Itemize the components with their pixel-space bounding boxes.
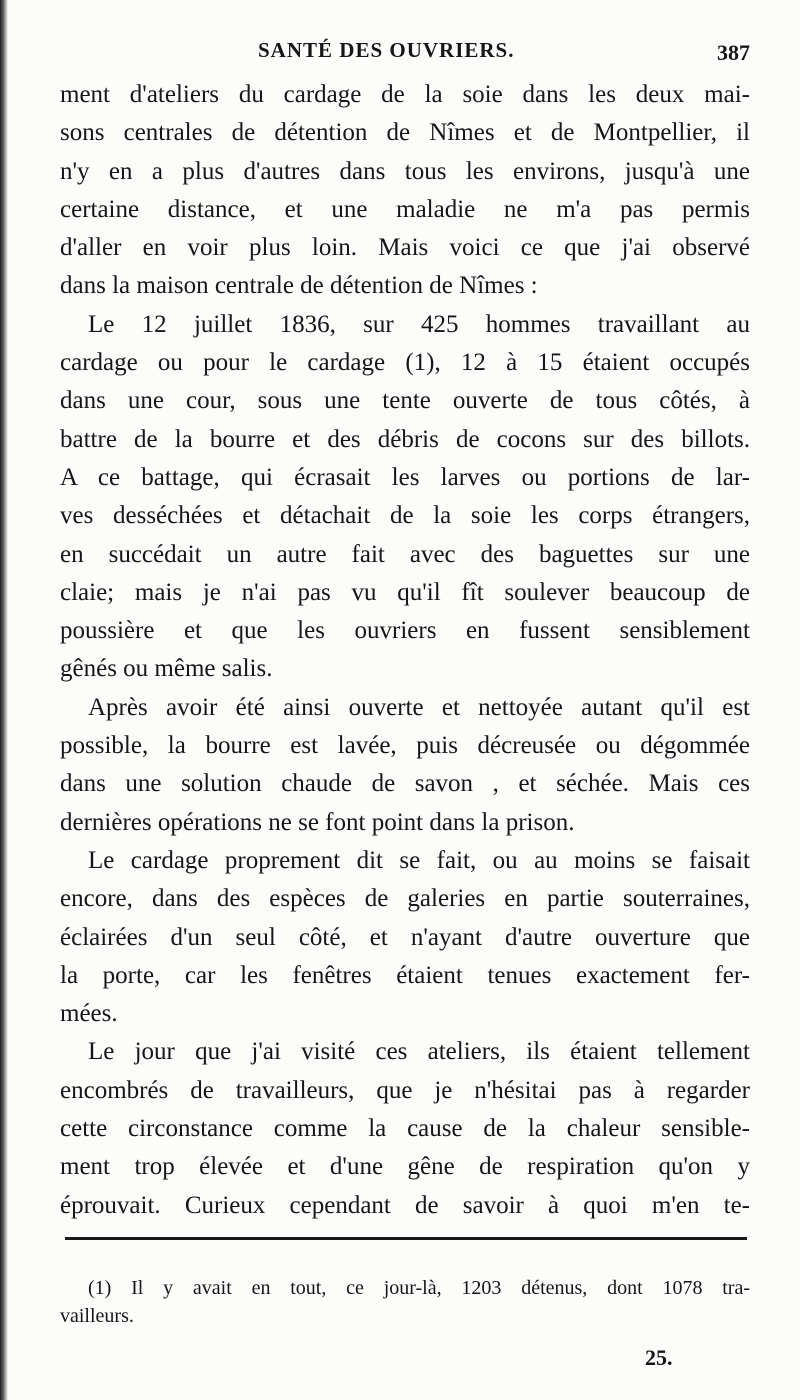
- text-line: A ce battage, qui écrasait les larves ou portions de lar-: [60, 463, 750, 491]
- text-line: poussière et que les ouvriers en fussent sensiblement: [60, 617, 750, 645]
- text-line: dernières opérations ne se font point dans la prison.: [60, 808, 575, 836]
- page-binding-edge: [0, 0, 8, 1400]
- text-line: Après avoir été ainsi ouverte et nettoyée autant qu'il est: [88, 693, 750, 721]
- text-line: encore, dans des espèces de galeries en partie souterraines,: [60, 885, 750, 913]
- text-line: ment trop élevée et d'une gêne de respiration qu'on y: [60, 1153, 750, 1181]
- text-line: cardage ou pour le cardage (1), 12 à 15 étaient occupés: [60, 349, 750, 377]
- text-line: certaine distance, et une maladie ne m'a pas permis: [60, 195, 750, 223]
- footnote-line: vailleurs.: [60, 1305, 134, 1327]
- text-line: battre de la bourre et des débris de cocons sur des billots.: [60, 425, 750, 453]
- text-line: Le cardage proprement dit se fait, ou au moins se faisait: [88, 846, 750, 874]
- text-line: n'y en a plus d'autres dans tous les environs, jusqu'à une: [60, 157, 750, 185]
- text-line: la porte, car les fenêtres étaient tenues exactement fer-: [60, 961, 750, 989]
- text-line: Le jour que j'ai visité ces ateliers, ils étaient tellement: [88, 1038, 750, 1066]
- running-head: SANTÉ DES OUVRIERS.: [258, 38, 515, 62]
- text-line: mées.: [60, 1000, 118, 1028]
- text-line: dans une cour, sous une tente ouverte de tous côtés, à: [60, 387, 750, 415]
- text-line: sons centrales de détention de Nîmes et de Montpellier, il: [60, 119, 750, 147]
- footnote: [60, 1274, 750, 1330]
- text-line: éclairées d'un seul côté, et n'ayant d'autre ouverture que: [60, 923, 750, 951]
- body-text: [60, 76, 750, 1225]
- footnote-line: (1) Il y avait en tout, ce jour-là, 1203 détenus, dont 1078 tra-: [88, 1277, 750, 1299]
- text-line: Le 12 juillet 1836, sur 425 hommes travaillant au: [88, 310, 750, 338]
- text-line: gênés ou même salis.: [60, 655, 273, 683]
- text-line: en succédait un autre fait avec des baguettes sur une: [60, 540, 750, 568]
- text-line: cette circonstance comme la cause de la chaleur sensible-: [60, 1115, 750, 1143]
- footnote-rule: [65, 1237, 747, 1240]
- text-line: éprouvait. Curieux cependant de savoir à quoi m'en te-: [60, 1191, 750, 1219]
- text-line: encombrés de travailleurs, que je n'hésitai pas à regarder: [60, 1076, 750, 1104]
- signature-mark: 25.: [645, 1345, 673, 1370]
- text-line: dans une solution chaude de savon , et séchée. Mais ces: [60, 770, 750, 798]
- text-line: dans la maison centrale de détention de Nîmes :: [60, 272, 538, 300]
- text-line: d'aller en voir plus loin. Mais voici ce que j'ai observé: [60, 234, 750, 262]
- text-line: claie; mais je n'ai pas vu qu'il fît soulever beaucoup de: [60, 578, 750, 606]
- page-number: 387: [717, 40, 750, 65]
- text-line: ment d'ateliers du cardage de la soie dans les deux mai-: [60, 81, 750, 108]
- text-line: possible, la bourre est lavée, puis décreusée ou dégommée: [60, 732, 750, 760]
- text-line: ves desséchées et détachait de la soie les corps étrangers,: [60, 502, 750, 530]
- page-header: [60, 38, 750, 70]
